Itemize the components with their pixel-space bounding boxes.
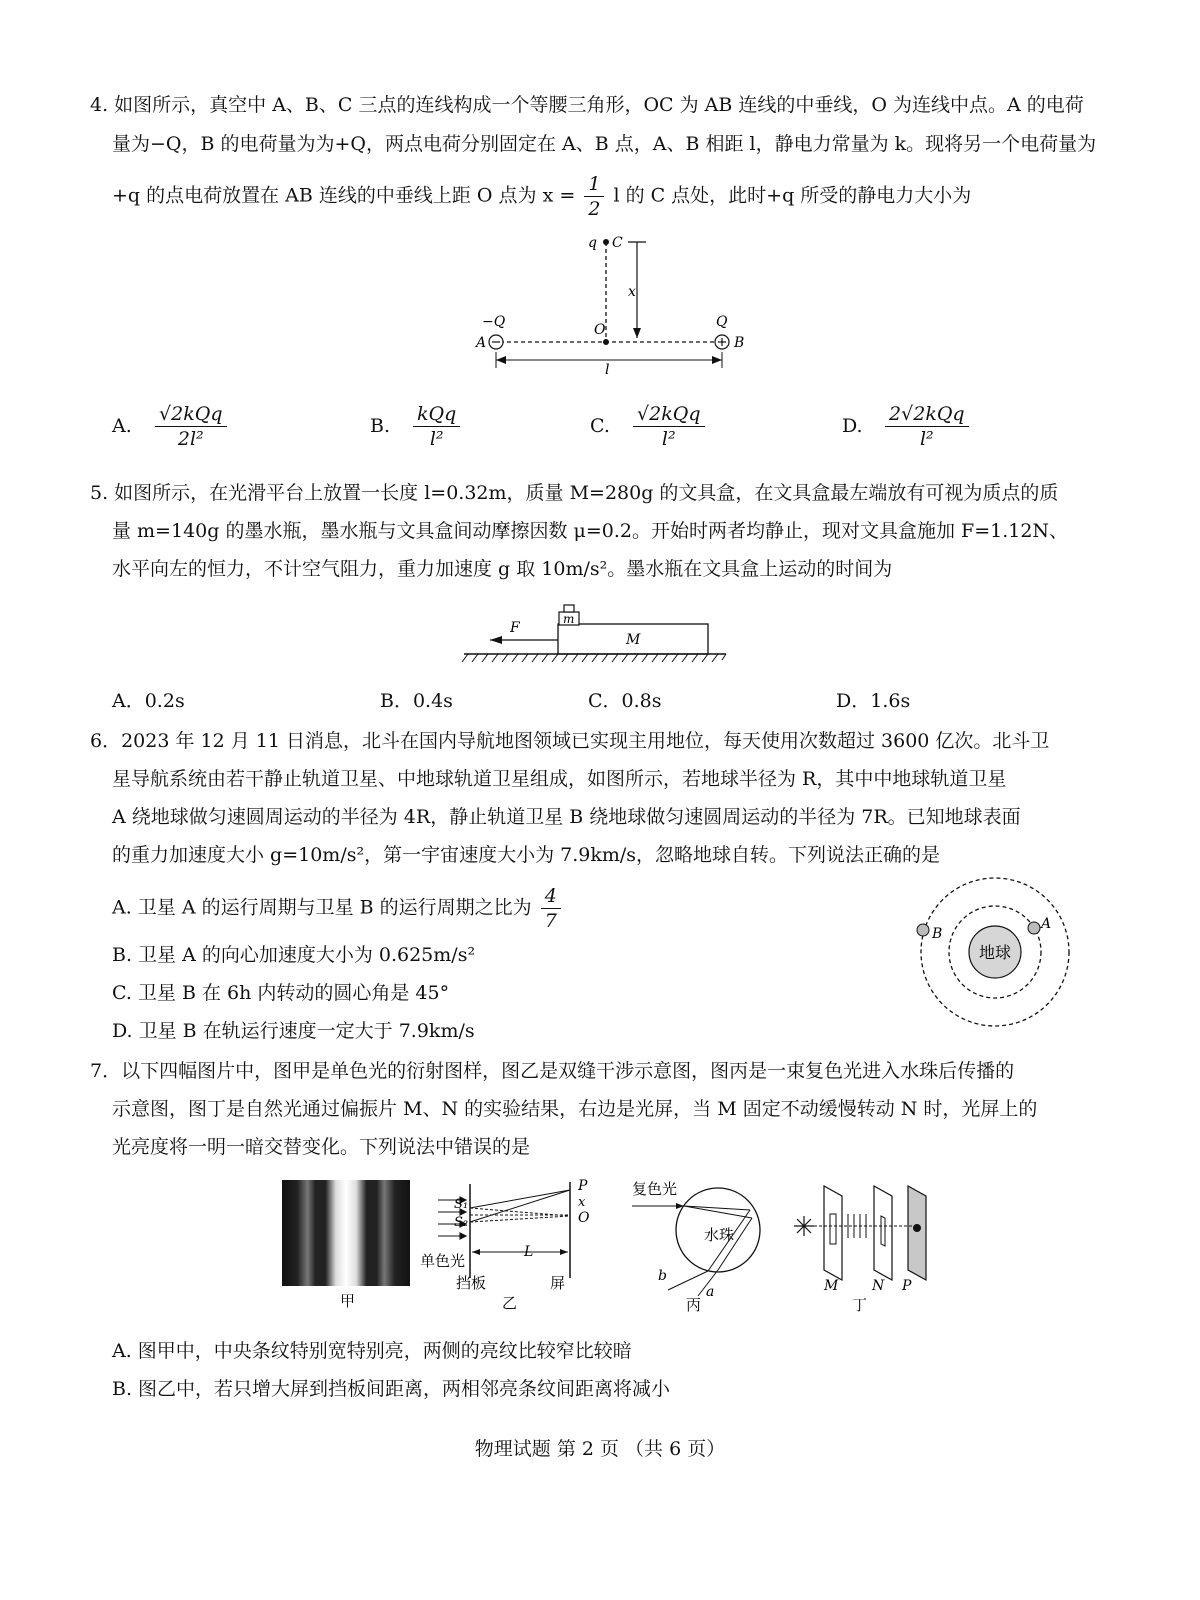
- q5-line-1: 5. 如图所示，在光滑平台上放置一长度 l=0.32m，质量 M=280g 的文具盒，在文具盒最左端放有可视为质点的质: [90, 482, 1059, 504]
- caption-jia: 甲: [340, 1292, 356, 1310]
- label-x: x: [578, 1195, 586, 1210]
- q7-line-3: 光亮度将一明一暗交替变化。下列说法中错误的是: [112, 1136, 531, 1158]
- label-board: 挡板: [456, 1274, 487, 1292]
- earth-label: 地球: [978, 943, 1012, 962]
- fig-label-sat-B: B: [932, 926, 943, 942]
- label-N: N: [872, 1278, 885, 1294]
- q4-option-c[interactable]: C. $\frac{\text{√2kQq}}{\text{l²}}$: [590, 402, 708, 451]
- q6-option-c[interactable]: C. 卫星 B 在 6h 内转动的圆心角是 45°: [112, 982, 450, 1004]
- label-O: O: [578, 1210, 590, 1226]
- fig-label-sat-A: A: [1041, 916, 1052, 932]
- label-M: M: [824, 1278, 839, 1294]
- fig-label-B: B: [734, 335, 745, 351]
- fig-label-C: C: [612, 235, 623, 251]
- q5-option-b[interactable]: B．0.4s: [380, 690, 453, 712]
- q6-orbit-diagram: [910, 872, 1080, 1032]
- q4-frac-num: 1: [584, 172, 604, 197]
- label-P: P: [578, 1178, 588, 1194]
- page-footer: 物理试题 第 2 页 （共 6 页）: [474, 1438, 726, 1460]
- label-droplet: 水珠: [704, 1226, 735, 1244]
- q4-option-d[interactable]: D. $\frac{\text{2√2kQq}}{\text{l²}}$: [842, 402, 972, 451]
- q5-option-a[interactable]: A．0.2s: [112, 690, 185, 712]
- fig-label-O: O: [594, 322, 606, 338]
- q4-line-2: 量为−Q，B 的电荷量为为+Q，两点电荷分别固定在 A、B 点，A、B 相距 l，静电力常量为 k。现将另一个电荷量为: [112, 133, 1097, 155]
- q7-fig-yi: [420, 1178, 610, 1318]
- label-mono: 单色光: [420, 1252, 466, 1270]
- q4-line-1: 4. 如图所示，真空中 A、B、C 三点的连线构成一个等腰三角形，OC 为 AB 连线的中垂线，O 为连线中点。A 的电荷: [90, 94, 1084, 116]
- q7-fig-jia: [282, 1180, 410, 1316]
- fig-label-m: m: [563, 612, 575, 626]
- label-complex-light: 复色光: [632, 1180, 678, 1198]
- label-screen: 屏: [550, 1274, 566, 1292]
- q5-line-2: 量 m=140g 的墨水瓶，墨水瓶与文具盒间动摩擦因数 μ=0.2。开始时两者均静止，现对文具盒施加 F=1.12N、: [112, 520, 1069, 542]
- q5-option-c[interactable]: C．0.8s: [588, 690, 662, 712]
- fig-label-l: l: [605, 362, 610, 378]
- q4-option-a[interactable]: A. $\frac{\text{√2kQq}}{\text{2l²}}$: [112, 402, 230, 451]
- q4-diagram: [460, 228, 780, 378]
- label-S1: S₁: [454, 1197, 469, 1212]
- caption-ding: 丁: [852, 1296, 868, 1314]
- q6-option-b[interactable]: B. 卫星 A 的向心加速度大小为 0.625m/s²: [112, 944, 476, 966]
- q7-fig-bing: [628, 1178, 778, 1318]
- caption-bing: 丙: [686, 1296, 702, 1314]
- label-S2: S₂: [454, 1215, 469, 1230]
- fig-label-A: A: [476, 335, 487, 351]
- q4-line-3: [112, 172, 971, 221]
- fig-label-negQ: −Q: [482, 314, 506, 330]
- q6-option-a[interactable]: A. 卫星 A 的运行周期与卫星 B 的运行周期之比为 $\frac{4}{7}$: [112, 884, 564, 933]
- q6-line-1: 6．2023 年 12 月 11 日消息，北斗在国内导航地图领域已实现主用地位，每天使用次数超过 3600 亿次。北斗卫: [90, 730, 1050, 752]
- q7-option-b[interactable]: B. 图乙中，若只增大屏到挡板间距离，两相邻亮条纹间距离将减小: [112, 1378, 671, 1400]
- q5-diagram: [460, 598, 730, 668]
- q6-line-4: 的重力加速度大小 g=10m/s²，第一宇宙速度大小为 7.9km/s，忽略地球自转。下列说法正确的是: [112, 844, 941, 866]
- q7-line-2: 示意图，图丁是自然光通过偏振片 M、N 的实验结果，右边是光屏，当 M 固定不动缓慢转动 N 时，光屏上的: [112, 1098, 1038, 1120]
- fig-label-F: F: [510, 620, 520, 636]
- q7-line-1: 7．以下四幅图片中，图甲是单色光的衍射图样，图乙是双缝干涉示意图，图丙是一束复色光进入水珠后传播的: [90, 1060, 1015, 1082]
- fig-label-M: M: [626, 632, 641, 648]
- q5-line-3: 水平向左的恒力，不计空气阻力，重力加速度 g 取 10m/s²。墨水瓶在文具盒上运动的时间为: [112, 558, 893, 580]
- q4-line-3-post: l 的 C 点处，此时+q 所受的静电力大小为: [613, 184, 972, 207]
- caption-yi: 乙: [502, 1294, 518, 1312]
- label-b: b: [658, 1268, 667, 1284]
- q4-line-3-pre: +q 的点电荷放置在 AB 连线的中垂线上距 O 点为 x =: [112, 184, 576, 207]
- fig-label-q: q: [588, 235, 597, 251]
- q6-option-d[interactable]: D. 卫星 B 在轨运行速度一定大于 7.9km/s: [112, 1020, 475, 1042]
- label-a: a: [706, 1284, 715, 1300]
- q4-option-b[interactable]: B. $\frac{\text{kQq}}{\text{l²}}$: [370, 402, 463, 451]
- label-L: L: [524, 1244, 534, 1260]
- q6-line-2: 星导航系统由若干静止轨道卫星、中地球轨道卫星组成，如图所示，若地球半径为 R，其中中地球轨道卫星: [112, 768, 1007, 790]
- fig-label-x: x: [628, 284, 636, 300]
- q7-fig-ding: [784, 1176, 934, 1318]
- fig-label-Q: Q: [716, 314, 728, 330]
- q5-option-d[interactable]: D．1.6s: [836, 690, 911, 712]
- q6-line-3: A 绕地球做匀速圆周运动的半径为 4R，静止轨道卫星 B 绕地球做匀速圆周运动的半径为 7R。已知地球表面: [112, 806, 1021, 828]
- q4-frac-den: 2: [588, 198, 601, 220]
- q7-option-a[interactable]: A. 图甲中，中央条纹特别宽特别亮，两侧的亮纹比较窄比较暗: [112, 1340, 632, 1362]
- q4-fraction: [584, 172, 604, 221]
- label-P-screen: P: [902, 1278, 912, 1294]
